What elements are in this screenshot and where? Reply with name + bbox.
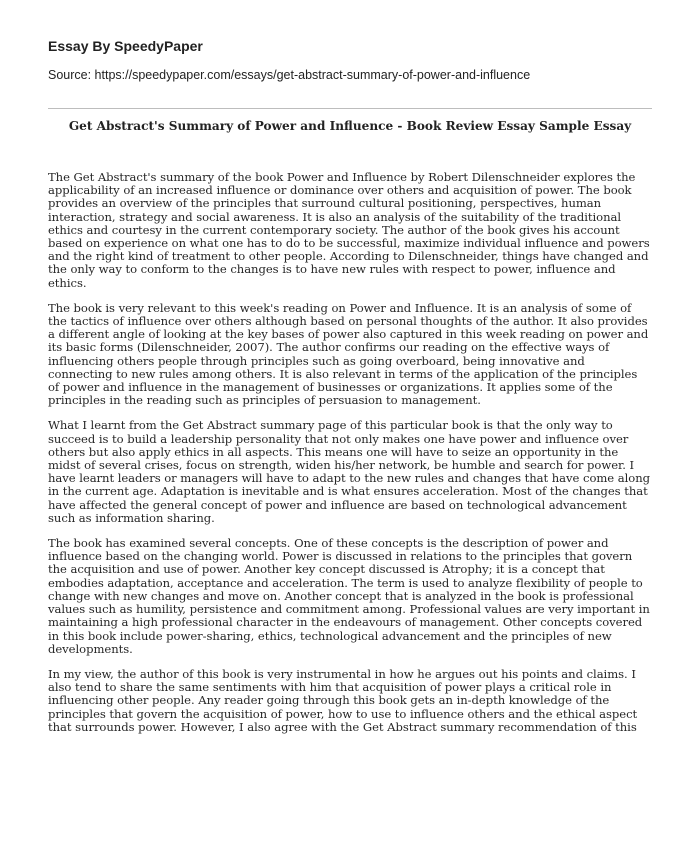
essay-body <box>48 171 652 734</box>
source-line: Source: https://speedypaper.com/essays/get-abstract-summary-of-power-and-influence <box>48 68 531 82</box>
document-page <box>48 38 652 746</box>
paragraph: The book is very relevant to this week's reading on Power and Influence. It is an analysis of some of the tactics of influence over others although based on personal thoughts of the author. It also provides a different angle of looking at the key bases of power also captured in this week reading on power and its basic forms (Dilenschneider, 2007). The author confirms our reading on the effective ways of influencing others people through principles such as going overboard, being innovative and connecting to new rules among others. It is also relevant in terms of the application of the principles of power and influence in the management of businesses or organizations. It applies some of the principles in the reading such as principles of persuasion to management. <box>48 300 649 408</box>
paragraph: The book has examined several concepts. One of these concepts is the description of power and influence based on the changing world. Power is discussed in relations to the principles that govern the acquisition and use of power. Another key concept discussed is Atrophy; it is a concept that embodies adaptation, acceptance and acceleration. The term is used to analyze flexibility of people to change with new changes and move on. Another concept that is analyzed in the book is professional values such as humility, persistence and commitment among. Professional values are very important in maintaining a high professional character in the endeavours of management. Other concepts covered in this book include power-sharing, ethics, technological advancement and the principles of new developments. <box>48 536 650 656</box>
header-divider <box>48 108 652 109</box>
paragraph: In my view, the author of this book is very instrumental in how he argues out his points and claims. I also tend to share the same sentiments with him that acquisition of power plays a critical role in influencing other people. Any reader going through this book gets an in-depth knowledge of the principles that govern the acquisition of power, how to use to influence others and the ethical aspect that surrounds power. However, I also agree with the Get Abstract summary recommendation of this <box>48 666 638 734</box>
paragraph: What I learnt from the Get Abstract summary page of this particular book is that the only way to succeed is to build a leadership personality that not only makes one have power and influence over others but also apply ethics in all aspects. This means one will have to seize an opportunity in the midst of several crises, focus on strength, widen his/her network, be humble and search for power. I have learnt leaders or managers will have to adapt to the new rules and changes that have come along in the current age. Adaptation is inevitable and is what ensures acceleration. Most of the changes that have affected the general concept of power and influence are based on technological advancement such as information sharing. <box>48 418 650 525</box>
site-title: Essay By SpeedyPaper <box>48 38 203 54</box>
paragraph: The Get Abstract's summary of the book Power and Influence by Robert Dilenschneider explores the applicability of an increased influence or dominance over others and acquisition of power. The book provides an overview of the principles that surround cultural positioning, perspectives, human interaction, strategy and social awareness. It is also an analysis of the suitability of the traditional ethics and courtesy in the current contemporary society. The author of the book gives his account based on experience on what one has to do to be successful, maximize individual influence and powers and the right kind of treatment to other people. According to Dilenschneider, things have changed and the only way to conform to the changes is to have new rules with respect to power, influence and ethics. <box>48 170 650 290</box>
essay-title: Get Abstract's Summary of Power and Influence - Book Review Essay Sample Essay <box>68 119 632 133</box>
document-header <box>48 38 652 82</box>
